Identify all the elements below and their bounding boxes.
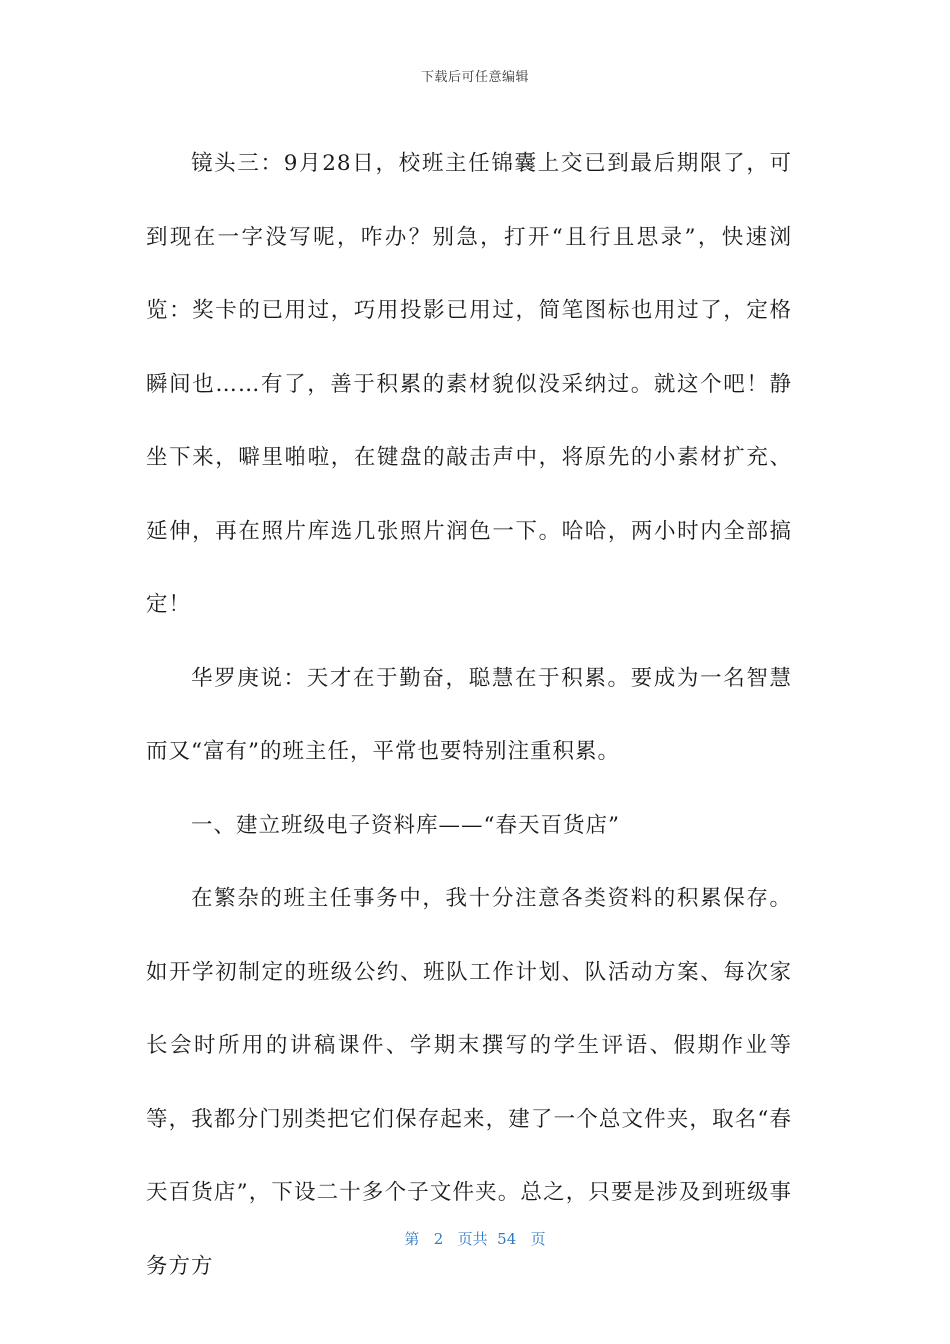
footer-current-page: 2 [433, 1230, 444, 1248]
footer-middle: 页共 [457, 1230, 488, 1248]
footer-suffix: 页 [530, 1230, 546, 1248]
download-note: 下载后可任意编辑 [420, 70, 529, 85]
page-footer [0, 1228, 950, 1249]
paragraph-quote: 华罗庚说：天才在于勤奋，聪慧在于积累。要成为一名智慧而又“富有”的班主任，平常也要特别注重积累。 [146, 665, 792, 764]
paragraph-archive: 在繁杂的班主任事务中，我十分注意各类资料的积累保存。如开学初制定的班级公约、班队工作计划、队活动方案、每次家长会时所用的讲稿课件、学期末撰写的学生评语、假期作业等等，我都分门别类把它们保存起来，建了一个总文件夹，取名“春天百货店”，下设二十多个子文件夹。总之，只要是涉及到班级事务方方 [146, 886, 792, 1279]
paragraph-scene-three: 镜头三：9月28日，校班主任锦囊上交已到最后期限了，可到现在一字没写呢，咋办？别急，打开“且行且思录”，快速浏览：奖卡的已用过，巧用投影已用过，简笔图标也用过了，定格瞬间也……有了，善于积累的素材貌似没采纳过。就这个吧！静坐下来，噼里啪啦，在键盘的敲击声中，将原先的小素材扩充、延伸，再在照片库选几张照片润色一下。哈哈，两小时内全部搞定！ [146, 151, 792, 617]
footer-total-pages: 54 [497, 1230, 517, 1248]
section-heading: 一、建立班级电子资料库——“春天百货店” [191, 812, 620, 838]
footer-prefix: 第 [404, 1230, 420, 1248]
document-body [146, 127, 792, 1303]
